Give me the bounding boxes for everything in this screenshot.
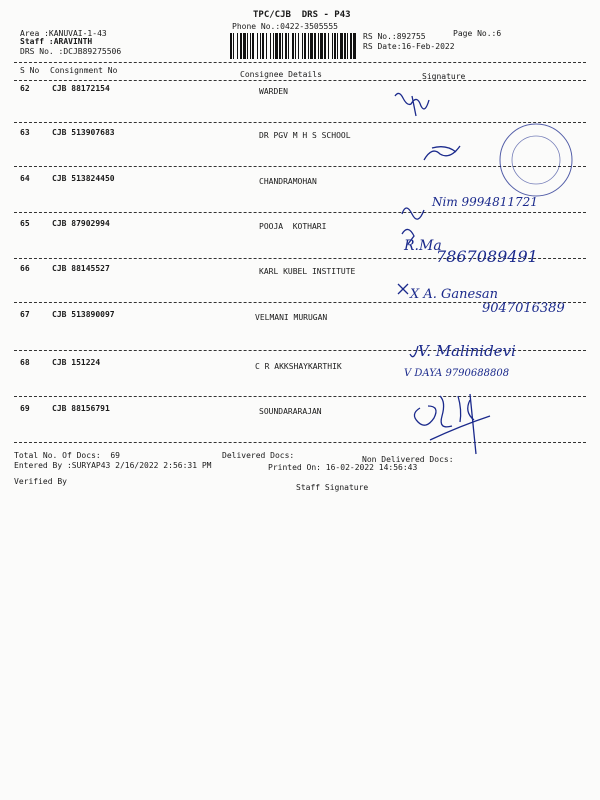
col-signature: Signature [422,72,466,81]
handwriting-line: 7867089491 [436,247,538,266]
row-sno: 67 [20,310,30,319]
area-field: Area :KANUVAI-1-43 [20,29,107,38]
handwriting-line: X A. Ganesan [410,287,499,302]
row-consignee: POOJA KOTHARI [259,222,327,231]
printed-on: Printed On: 16-02-2022 14:56:43 [268,463,418,472]
row-sno: 69 [20,404,30,413]
handwriting-line: V. Malinidevi [418,342,516,360]
row-sno: 65 [20,219,30,228]
rs-number: RS No.:892755 [363,32,426,41]
handwriting-line: 9047016389 [482,301,565,316]
total-docs: Total No. Of Docs: 69 [14,451,120,460]
staff-field: Staff :ARAVINTH [20,37,93,46]
row-consignment: CJB 513890097 [52,310,115,319]
row-consignee: CHANDRAMOHAN [259,177,317,186]
sheet-title: TPC/CJB DRS - P43 [253,10,351,20]
row-sno: 62 [20,84,30,93]
row-consignee: VELMANI MURUGAN [255,313,328,322]
row-consignment: CJB 151224 [52,358,101,367]
handwriting-line: V DAYA 9790688808 [404,368,510,379]
delivered-docs: Delivered Docs: [222,451,295,460]
row-consignment: CJB 88172154 [52,84,110,93]
col-consignee: Consignee Details [240,70,322,79]
page-number: Page No.:6 [453,29,502,38]
row-consignee: DR PGV M H S SCHOOL [259,131,351,140]
row-sno: 63 [20,128,30,137]
col-consignment: Consignment No [50,66,118,75]
phone-number: Phone No.:0422-3505555 [232,22,338,31]
row-consignee: KARL KUBEL INSTITUTE [259,267,356,276]
row-consignment: CJB 88156791 [52,404,110,413]
entered-by: Entered By :SURYAP43 2/16/2022 2:56:31 PM [14,461,212,470]
row-sno: 64 [20,174,30,183]
row-consignee: SOUNDARARAJAN [259,407,322,416]
non-delivered-docs: Non Delivered Docs: [362,455,454,464]
row-consignee: C R AKKSHAYKARTHIK [255,362,342,371]
row-consignee: WARDEN [259,87,288,96]
handwriting-line: Nim 9994811721 [432,195,538,209]
rs-date: RS Date:16-Feb-2022 [363,42,455,51]
col-sno: S No [20,66,40,75]
row-sno: 66 [20,264,30,273]
verified-by: Verified By [14,477,67,486]
row-consignment: CJB 513907683 [52,128,115,137]
row-consignment: CJB 88145527 [52,264,110,273]
drs-number: DRS No. :DCJB89275506 [20,47,122,56]
staff-signature: Staff Signature [296,483,369,492]
row-consignment: CJB 513824450 [52,174,115,183]
row-consignment: CJB 87902994 [52,219,110,228]
handwriting-line: R.Ma [404,238,442,254]
row-sno: 68 [20,358,30,367]
